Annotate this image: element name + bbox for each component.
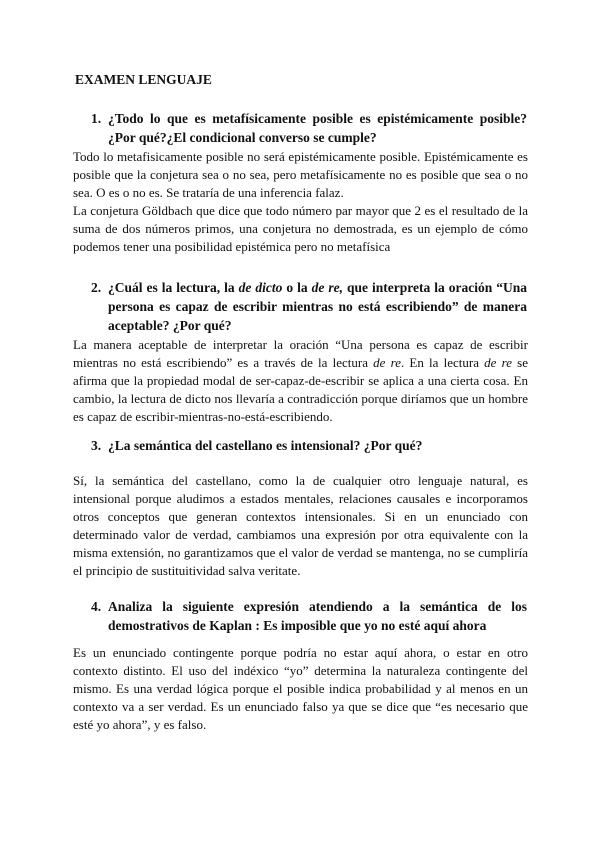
de-re-term: de re, [311, 280, 343, 295]
answer-paragraph: La conjetura Göldbach que dice que todo número par mayor que 2 es el resultado de la suma de dos números primos, una conjetura no demostrada, es un ejemplo de cómo podemos tener una posibilidad epistémica pero no metafísica [73, 203, 528, 254]
answer-text-segment: . En la lectura [400, 355, 485, 370]
question-text-segment: o la [282, 280, 312, 295]
question-number: 3. [91, 438, 102, 453]
de-re-term: de re [484, 355, 512, 370]
question-number: 4. [91, 599, 102, 614]
answer-text-segment: La manera aceptable de interpretar la oración “Una persona es capaz de escribir mientras no está escribiendo” es a través de la lectura [73, 337, 528, 370]
question-text: ¿La semántica del castellano es intensional? ¿Por qué? [108, 438, 423, 453]
answer-3 [73, 472, 528, 580]
question-text [108, 278, 527, 335]
answer-paragraph: Todo lo metafisicamente posible no será epistémicamente posible. Epistémicamente es posible que la conjetura sea o no sea, pero metafísicamente no es posible que sea o no sea. O es o no es. Se trataría de una inferencia falaz. [73, 149, 528, 200]
answer-1 [73, 148, 528, 256]
answer-text-segment: se afirma que la propiedad modal de ser-capaz-de-escribir se aplica a una cierta cosa. En cambio, la lectura de dicto nos llevaría a contradicción porque diríamos que un hombre es capaz de escribir-mientras-no-está-escribiendo. [73, 355, 528, 424]
de-dicto-term: de dicto [238, 280, 283, 295]
question-1 [91, 109, 527, 147]
question-2 [91, 278, 527, 335]
question-text: Analiza la siguiente expresión atendiendo a la semántica de los demostrativos de Kaplan : Es imposible que yo no esté aquí ahora [108, 599, 527, 633]
question-number: 1. [91, 111, 102, 126]
answer-paragraph: Es un enunciado contingente porque podría no estar aquí ahora, o estar en otro contexto distinto. El uso del indéxico “yo” determina la naturaleza contingente del mismo. Es una verdad lógica porque el posible indica probabilidad y al menos en un contexto va a ser verdad. Es un enunciado falso ya que se dice que “es necesario que esté yo ahora”, y es falso. [73, 645, 528, 732]
question-number: 2. [91, 280, 102, 295]
question-text: ¿Todo lo que es metafísicamente posible es epistémicamente posible?¿Por qué?¿El condicional converso se cumple? [108, 111, 527, 145]
question-4 [91, 597, 527, 635]
question-text-segment: que interpreta la oración “Una persona es capaz de escribir mientras no está escribiendo” de manera aceptable? ¿Por qué? [108, 280, 527, 333]
answer-2 [73, 336, 528, 426]
answer-paragraph: Sí, la semántica del castellano, como la de cualquier otro lenguaje natural, es intensional porque aludimos a estados mentales, relaciones causales e incorporamos otros conceptos que generan contextos intensionales. Si en un enunciado con determinado valor de verdad, cambiamos una expresión por otra equivalente con la misma extensión, no garantizamos que el valor de verdad se mantenga, no se cumpliría el principio de sustituitividad salva veritate. [73, 473, 528, 578]
question-3 [91, 436, 527, 455]
document-title: EXAMEN LENGUAJE [75, 72, 212, 87]
answer-paragraph [73, 336, 528, 426]
de-re-term: de re [373, 355, 401, 370]
question-text-segment: ¿Cuál es la lectura, la [108, 280, 239, 295]
answer-4 [73, 644, 528, 734]
